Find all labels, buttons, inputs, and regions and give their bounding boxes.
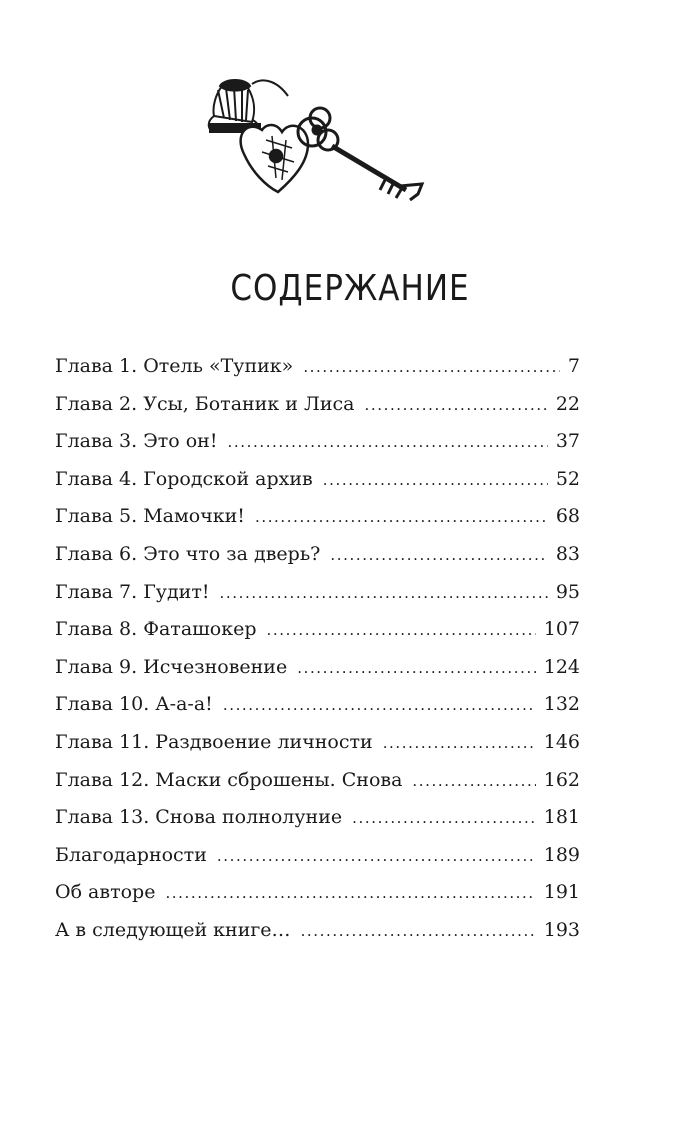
- toc-entry-8[interactable]: [55, 618, 580, 656]
- dot-leader: [330, 546, 547, 564]
- dot-leader: [267, 621, 536, 639]
- toc-entry-label: Глава 11. Раздвоение личности: [55, 730, 373, 753]
- dot-leader: [227, 433, 547, 451]
- toc-page-number: 146: [543, 730, 580, 753]
- toc-page-number: 52: [555, 467, 580, 490]
- toc-entry-label: Глава 3. Это он!: [55, 430, 218, 453]
- dot-leader: [217, 847, 536, 865]
- toc-entry-10[interactable]: [55, 693, 580, 731]
- toc-entry-label: Благодарности: [55, 843, 207, 866]
- dot-leader: [323, 471, 548, 489]
- toc-page-number: 83: [555, 542, 580, 565]
- toc-page-number: 107: [543, 618, 580, 641]
- toc-entry-label: Глава 1. Отель «Тупик»: [55, 355, 294, 377]
- dot-leader: [297, 659, 536, 677]
- toc-page-number: 124: [543, 655, 580, 678]
- toc-entry-12[interactable]: [55, 769, 580, 807]
- toc-entry-label: Глава 2. Усы, Ботаник и Лиса: [55, 392, 355, 415]
- toc-entry-9[interactable]: [55, 656, 580, 694]
- toc-entry-2[interactable]: [55, 393, 580, 431]
- toc-page-number: 191: [543, 881, 580, 904]
- toc-page-number: 181: [543, 806, 580, 829]
- dot-leader: [383, 734, 536, 752]
- toc-entry-label: Глава 5. Мамочки!: [55, 505, 245, 528]
- toc-page-number: 68: [555, 505, 580, 528]
- dot-leader: [303, 358, 560, 376]
- dot-leader: [165, 884, 535, 902]
- toc-entry-acknowledgements[interactable]: [55, 844, 580, 882]
- toc-entry-label: Глава 4. Городской архив: [55, 467, 313, 490]
- toc-page-number: 7: [567, 355, 580, 377]
- toc-entry-label: Глава 9. Исчезновение: [55, 655, 288, 678]
- dot-leader: [364, 396, 547, 414]
- dot-leader: [352, 809, 536, 827]
- toc-entry-label: Глава 13. Снова полнолуние: [55, 806, 343, 829]
- toc-entry-13[interactable]: [55, 806, 580, 844]
- toc-entry-label: Глава 7. Гудит!: [55, 580, 210, 603]
- key-icon: [298, 108, 422, 200]
- dot-leader: [219, 584, 547, 602]
- toc-page-number: 132: [543, 693, 580, 716]
- toc-entry-label: Глава 12. Маски сброшены. Снова: [55, 768, 403, 791]
- table-of-contents: [55, 355, 580, 957]
- toc-entry-7[interactable]: [55, 581, 580, 619]
- toc-page-number: 37: [555, 430, 580, 453]
- tassel-heart-key-icon: [196, 70, 432, 210]
- toc-entry-3[interactable]: [55, 430, 580, 468]
- toc-entry-about-author[interactable]: [55, 881, 580, 919]
- dot-leader: [412, 772, 535, 790]
- toc-entry-11[interactable]: [55, 731, 580, 769]
- toc-entry-label: А в следующей книге…: [55, 918, 291, 941]
- toc-entry-1[interactable]: [55, 355, 580, 393]
- toc-page-number: 193: [543, 918, 580, 941]
- tassel-icon: [209, 80, 288, 132]
- contents-heading: СОДЕРЖАНИЕ: [230, 268, 470, 310]
- dot-leader: [301, 922, 536, 940]
- toc-entry-5[interactable]: [55, 505, 580, 543]
- toc-page-number: 162: [543, 768, 580, 791]
- toc-entry-label: Глава 10. А-а-а!: [55, 693, 213, 716]
- toc-page-number: 189: [543, 843, 580, 866]
- toc-entry-4[interactable]: [55, 468, 580, 506]
- toc-entry-6[interactable]: [55, 543, 580, 581]
- dot-leader: [223, 696, 536, 714]
- toc-page-number: 95: [555, 580, 580, 603]
- toc-entry-label: Глава 8. Фаташокер: [55, 618, 257, 641]
- toc-entry-next-book[interactable]: [55, 919, 580, 957]
- toc-page-number: 22: [555, 392, 580, 415]
- toc-entry-label: Глава 6. Это что за дверь?: [55, 542, 321, 565]
- toc-entry-label: Об авторе: [55, 881, 156, 904]
- dot-leader: [255, 508, 548, 526]
